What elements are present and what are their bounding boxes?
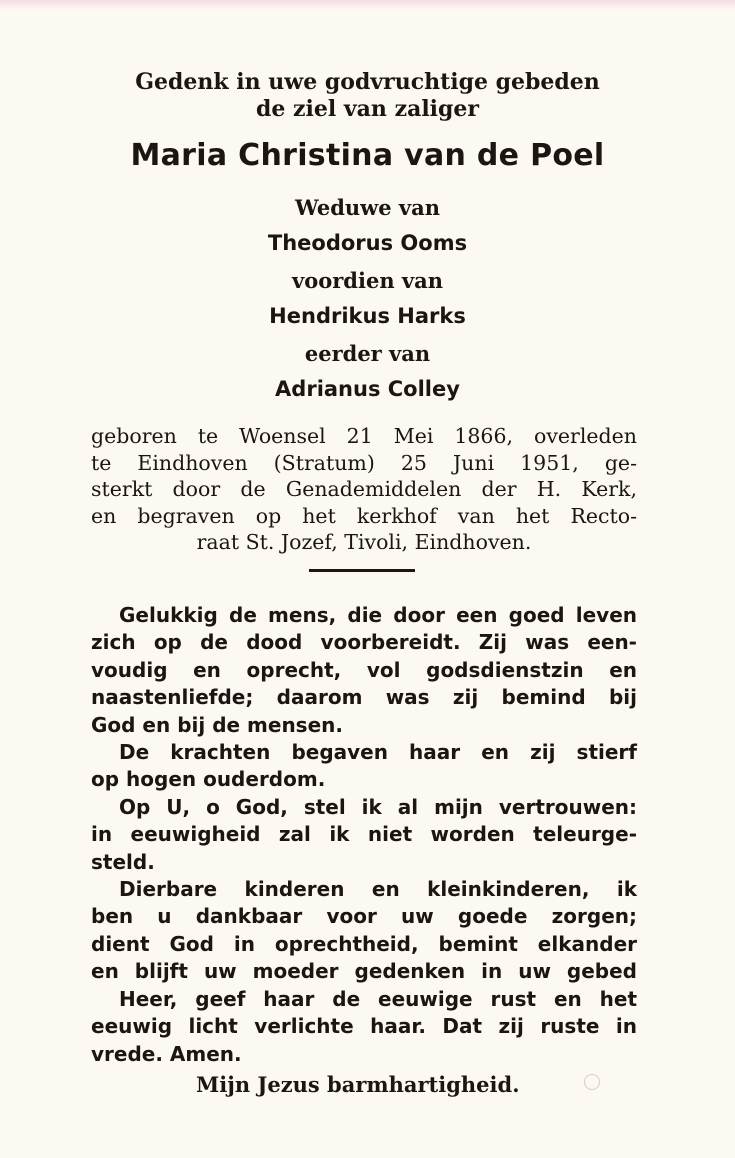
deceased-name: Maria Christina van de Poel (130, 138, 605, 173)
invocation-line-1: Gedenk in uwe godvruchtige gebeden (135, 69, 600, 95)
closing-prayer: Mijn Jezus barmhartigheid. (196, 1072, 520, 1097)
biography-line: en begraven op het kerkhof van het Recto- (91, 503, 637, 528)
text-line: De krachten begaven haar en zij stierf (119, 740, 637, 765)
text-line: ben u dankbaar voor uw goede zorgen; (91, 904, 637, 929)
spouse-name-2: Hendrikus Harks (269, 304, 466, 328)
biography-line: te Eindhoven (Stratum) 25 Juni 1951, ge- (91, 450, 637, 475)
text-line: in eeuwigheid zal ik niet worden teleurge- (91, 822, 637, 847)
spouse-name-3: Adrianus Colley (275, 377, 460, 401)
invocation-line-2: de ziel van zaliger (255, 96, 480, 122)
divider-rule (309, 569, 415, 572)
text-line: Gelukkig de mens, die door een goed leven (119, 603, 637, 627)
text-line: steld. (91, 849, 155, 874)
card-top-edge (0, 0, 735, 10)
spouse-relation-1: Weduwe van (294, 195, 440, 220)
spouse-name-1: Theodorus Ooms (267, 231, 468, 255)
biography-line: geboren te Woensel 21 Mei 1866, overleden (91, 424, 637, 448)
text-line: Op U, o God, stel ik al mijn vertrouwen: (119, 794, 637, 819)
paper-speck (584, 1074, 600, 1090)
spouse-relation-2: voordien van (292, 268, 443, 293)
text-line: God en bij de mensen. (91, 712, 343, 737)
memorial-text (91, 602, 637, 1068)
text-line: Heer, geef haar de eeuwige rust en het (119, 986, 637, 1011)
text-line: eeuwig licht verlichte haar. Dat zij ruste in (91, 1014, 637, 1039)
biography (91, 423, 637, 556)
text-line: dient God in oprechtheid, bemint elkander (91, 931, 637, 956)
text-line: zich op de dood voorbereidt. Zij was een- (91, 630, 637, 655)
text-line: vrede. Amen. (91, 1041, 242, 1066)
text-line: op hogen ouderdom. (91, 767, 326, 792)
text-line: naastenliefde; daarom was zij bemind bij (91, 685, 637, 710)
text-line: en blijft uw moeder gedenken in uw gebed (91, 959, 637, 984)
biography-line: sterkt door de Genademiddelen der H. Kerk, (91, 477, 637, 501)
text-line: Dierbare kinderen en kleinkinderen, ik (119, 877, 637, 902)
text-line: voudig en oprecht, vol godsdienstzin en (91, 657, 637, 682)
spouse-relation-3: eerder van (304, 341, 431, 366)
biography-line: raat St. Jozef, Tivoli, Eindhoven. (196, 530, 532, 554)
